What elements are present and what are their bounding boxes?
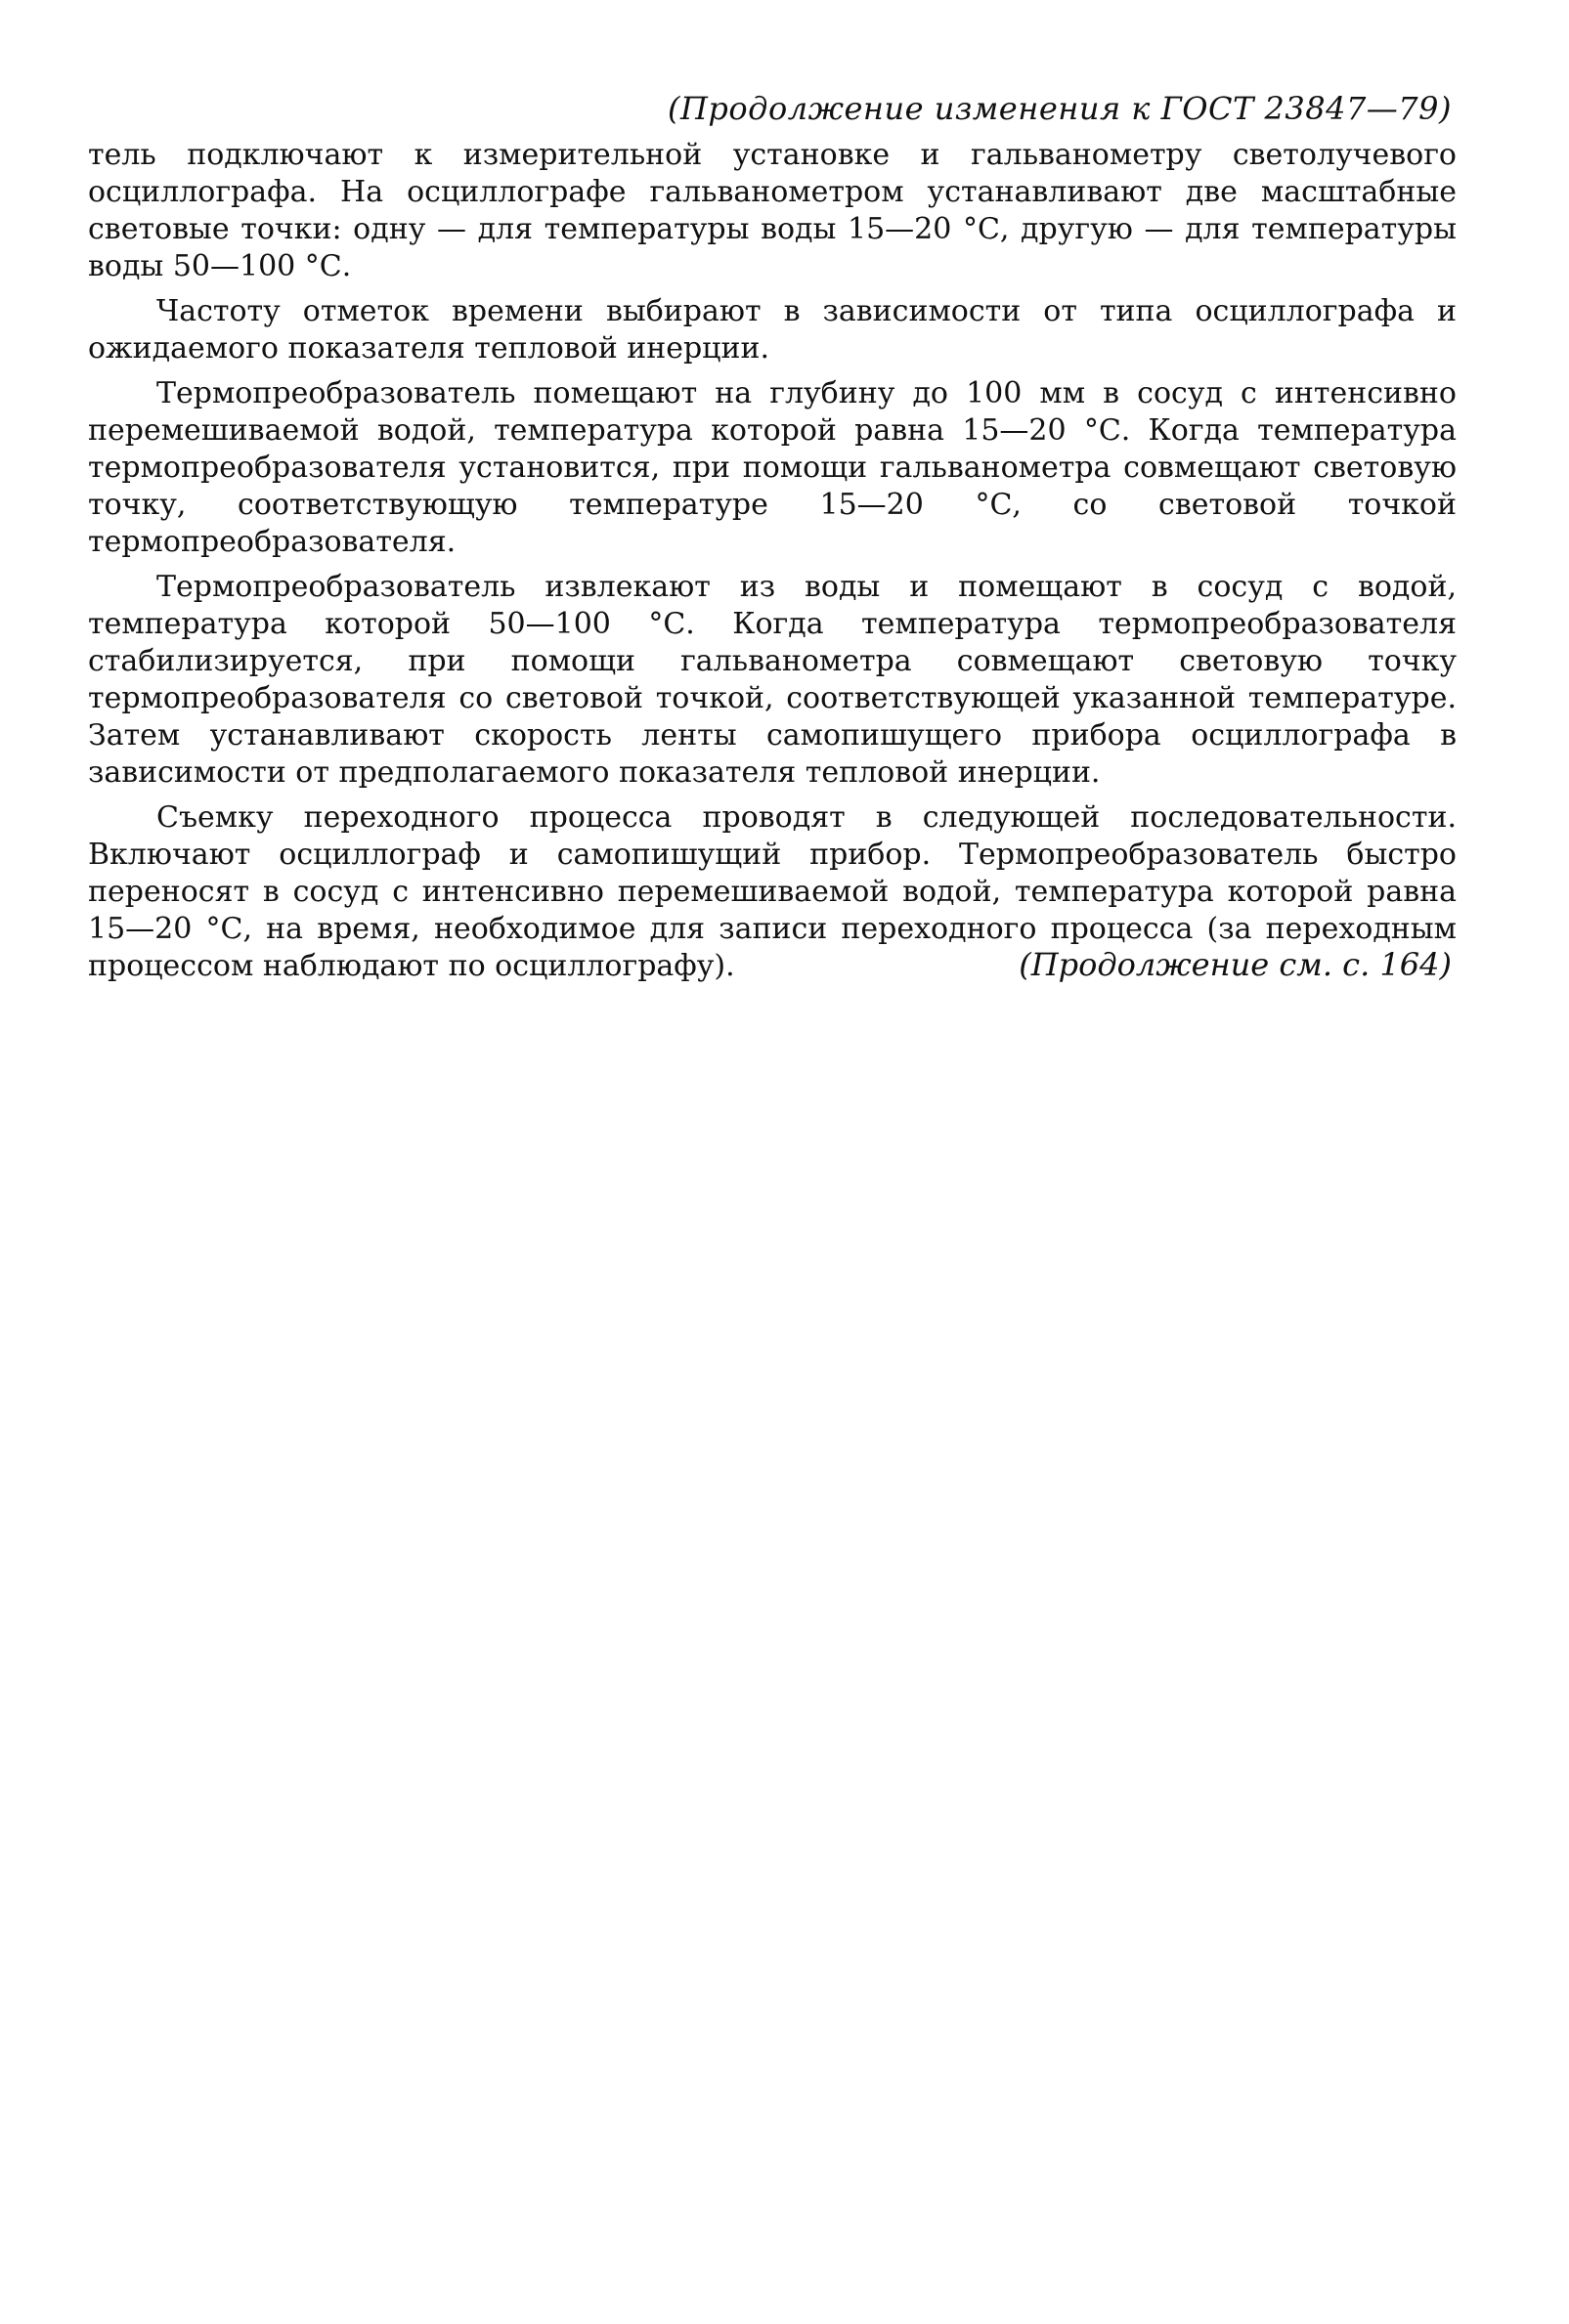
continuation-header: (Продолжение изменения к ГОСТ 23847—79) <box>668 90 1452 127</box>
document-body <box>88 137 1457 993</box>
paragraph-1: тель подключают к измерительной установке и гальванометру светолучевого осциллографа. На осциллографе гальванометром устанавливают две масштабные световые точки: одну — для температуры воды 15—20 °С, другую — для температуры воды 50—100 °С. <box>88 138 1457 283</box>
paragraph-5: Съемку переходного процесса проводят в следующей последовательности. Включают осциллограф и самопишущий прибор. Термопреобразователь быстро переносят в сосуд с интенсивно перемешиваемой водой, температура которой равна 15—20 °С, на время, необходимое для записи переходного процесса (за переходным процессом наблюдают по осциллографу). <box>88 800 1457 983</box>
continuation-footer: (Продолжение см. с. 164) <box>1019 946 1452 983</box>
paragraph-3: Термопреобразователь помещают на глубину до 100 мм в сосуд с интенсивно перемешиваемой водой, температура которой равна 15—20 °С. Когда температура термопреобразователя установится, при помощи гальванометра совмещают световую точку, соответствующую температуре 15—20 °С, со световой точкой термопреобразователя. <box>88 376 1457 559</box>
paragraph-2: Частоту отметок времени выбирают в зависимости от типа осциллографа и ожидаемого показателя тепловой инерции. <box>88 294 1457 366</box>
paragraph-4: Термопреобразователь извлекают из воды и помещают в сосуд с водой, температура которой 50—100 °С. Когда температура термопреобразователя стабилизируется, при помощи гальванометра совмещают световую точку термопреобразователя со световой точкой, соответствующей указанной температуре. Затем устанавливают скорость ленты самопишущего прибора осциллографа в зависимости от предполагаемого показателя тепловой инерции. <box>88 570 1457 790</box>
